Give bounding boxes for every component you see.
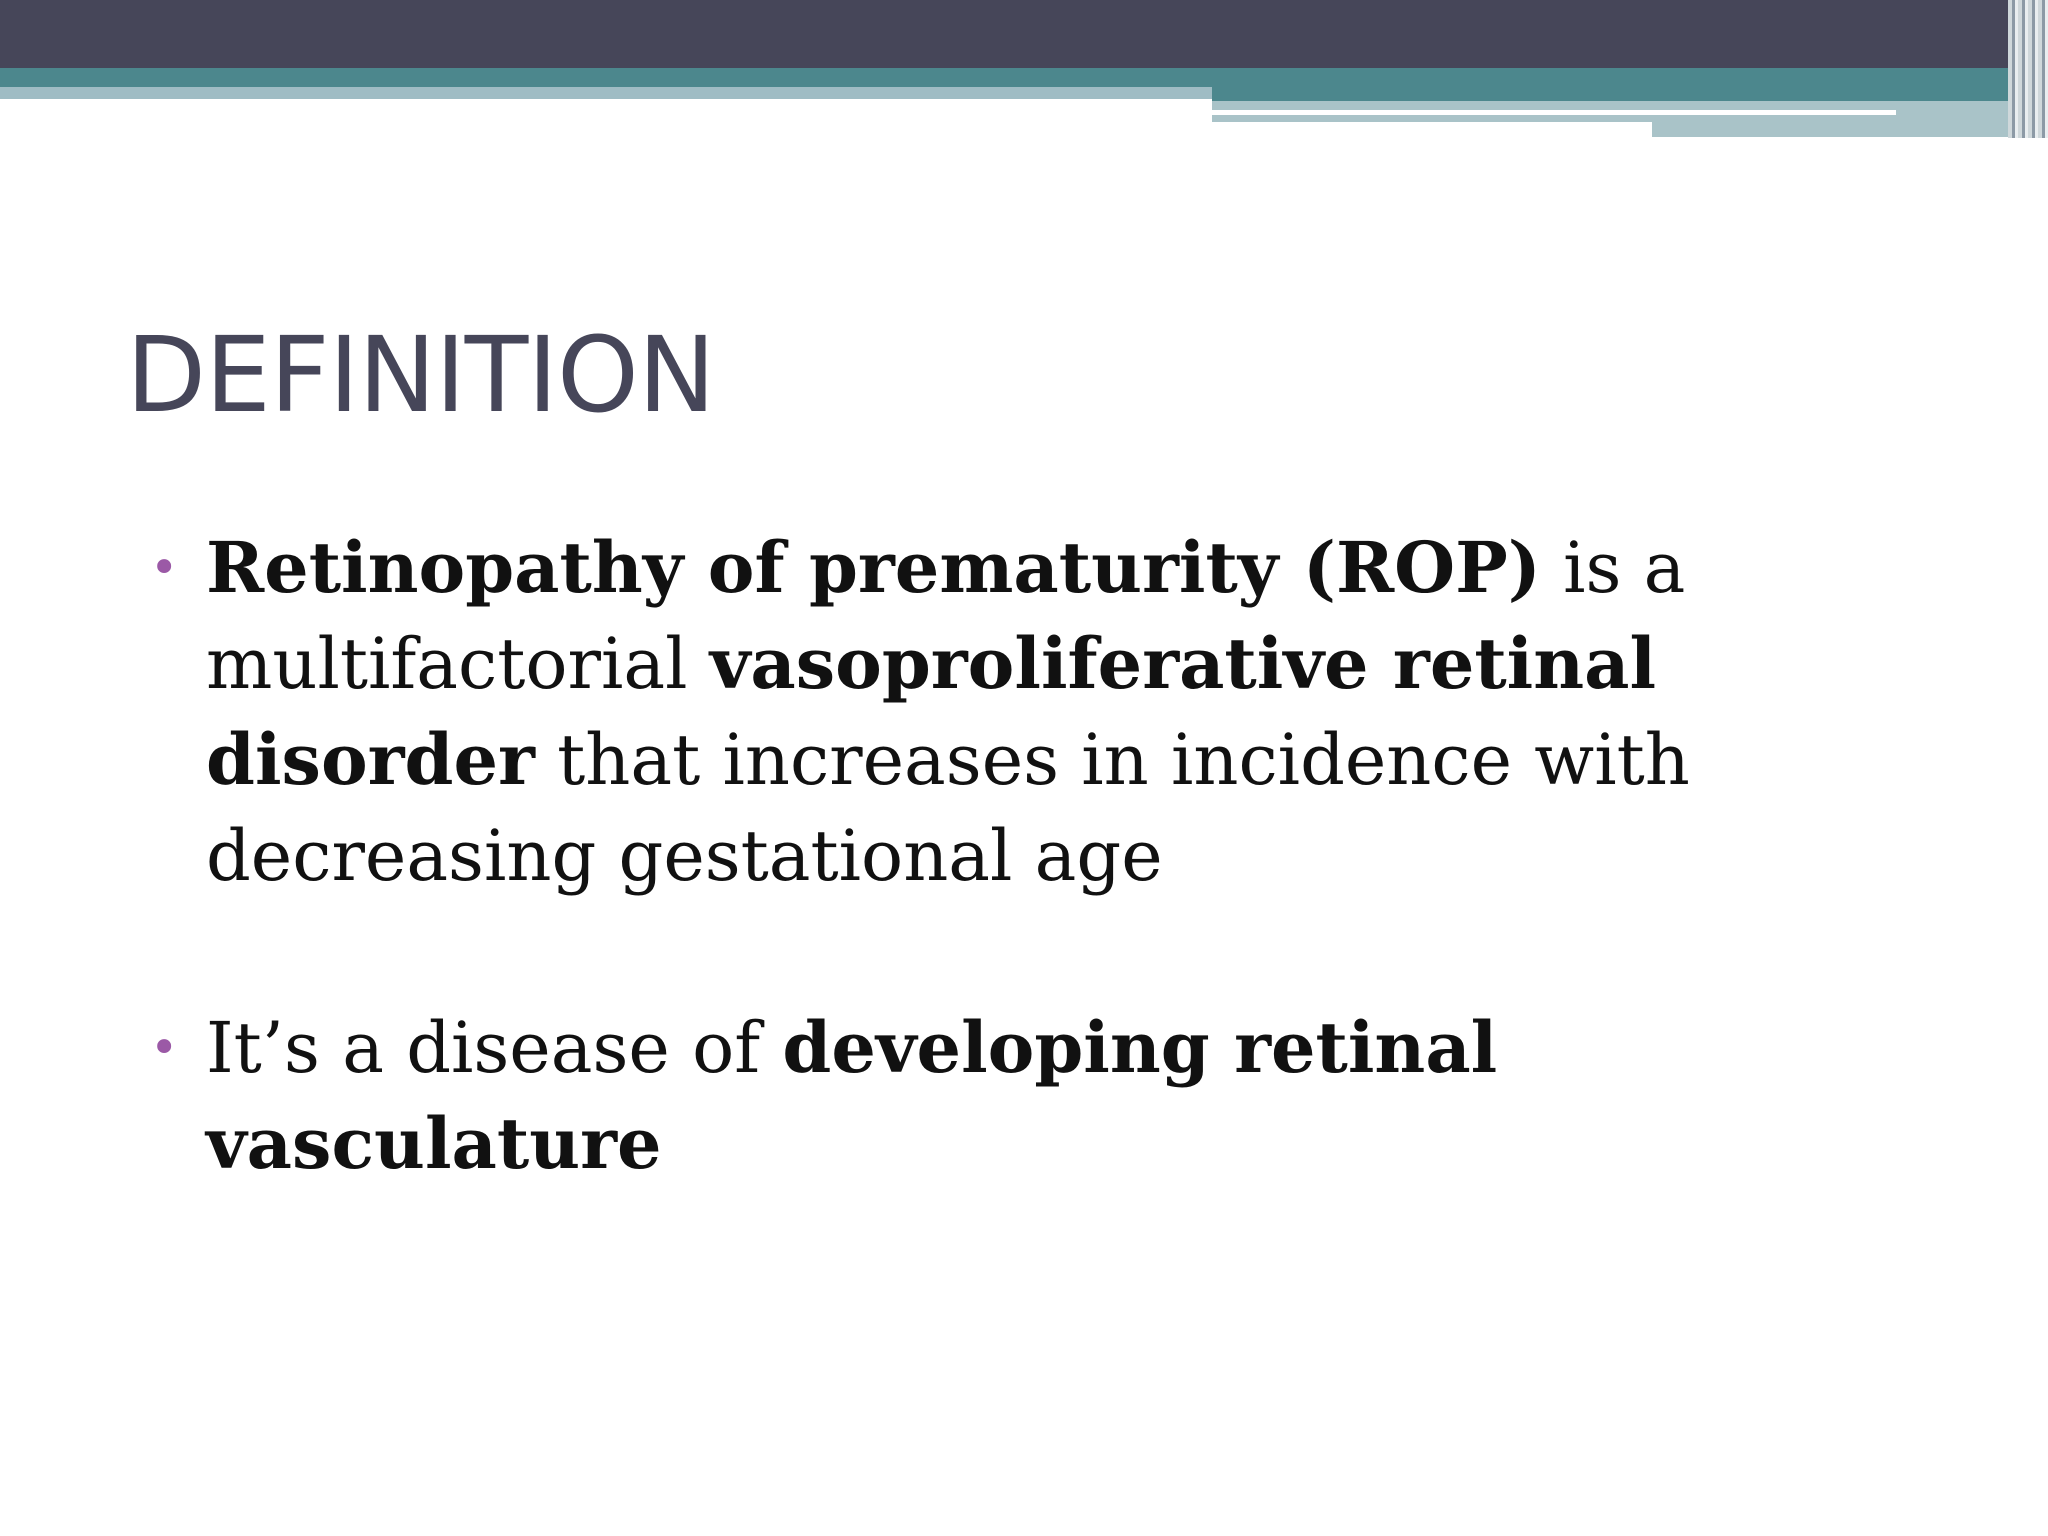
header-band-teal: [0, 68, 2008, 87]
bullet-item: [146, 1000, 1786, 1192]
bullet-1-text-a: is a multifactorial: [206, 527, 1686, 705]
bullet-list: [146, 520, 1786, 1192]
header-band-light-left: [0, 87, 1212, 99]
header-right-stripes: [2008, 0, 2048, 138]
bullet-1-emphasis: vasoproliferative retinal disorder: [206, 622, 1657, 801]
bullet-2-emphasis: developing retinal vasculature: [206, 1006, 1498, 1185]
slide-title: DEFINITION: [126, 314, 715, 436]
bullet-2-text: It’s a disease of: [206, 1007, 783, 1089]
bullet-icon: •: [150, 1020, 179, 1076]
bullet-1-term: Retinopathy of prematurity (ROP): [206, 526, 1541, 609]
header-band-white-line: [1212, 110, 1896, 115]
header-band-dark: [0, 0, 2048, 68]
bullet-item: [146, 520, 1786, 904]
bullet-1-text-b: that increases in incidence with decreasing gestational age: [206, 719, 1690, 897]
header-band-teal-right: [1212, 87, 2008, 101]
header-band-white-block: [1212, 122, 1652, 137]
bullet-icon: •: [150, 540, 179, 596]
